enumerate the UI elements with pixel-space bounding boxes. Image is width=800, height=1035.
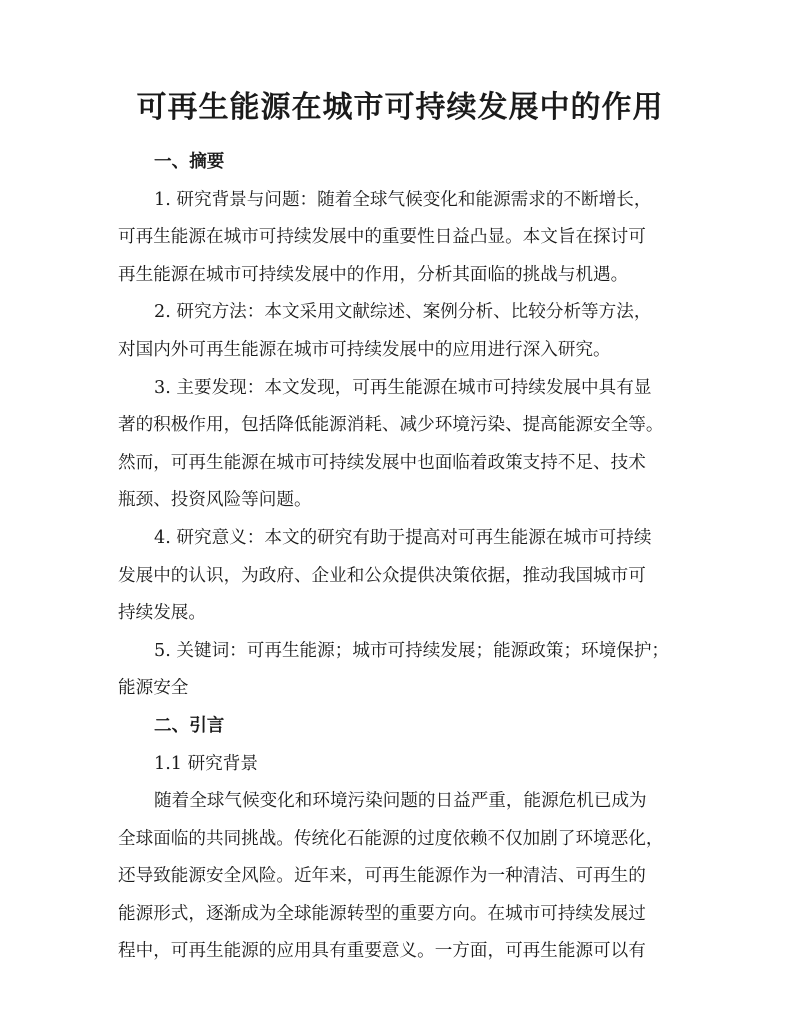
text-line: 还导致能源安全风险。近年来，可再生能源作为一种清洁、可再生的 bbox=[118, 866, 646, 887]
paragraph bbox=[118, 520, 684, 633]
text-line: 3. 主要发现：本文发现，可再生能源在城市可持续发展中具有显 bbox=[154, 377, 652, 398]
paragraph bbox=[118, 783, 684, 971]
paragraph bbox=[118, 182, 684, 295]
paragraph bbox=[118, 633, 684, 708]
document-title: 可再生能源在城市可持续发展中的作用 bbox=[136, 90, 664, 125]
text-line: 瓶颈、投资风险等问题。 bbox=[118, 490, 312, 511]
text-line: 持续发展。 bbox=[118, 603, 206, 624]
text-line: 1. 研究背景与问题：随着全球气候变化和能源需求的不断增长， bbox=[154, 189, 652, 210]
text-line: 再生能源在城市可持续发展中的作用，分析其面临的挑战与机遇。 bbox=[118, 264, 629, 285]
text-line: 然而，可再生能源在城市可持续发展中也面临着政策支持不足、技术 bbox=[118, 452, 646, 473]
text-line: 发展中的认识，为政府、企业和公众提供决策依据，推动我国城市可 bbox=[118, 565, 646, 586]
text-line: 全球面临的共同挑战。传统化石能源的过度依赖不仅加剧了环境恶化， bbox=[118, 828, 664, 849]
section-heading-introduction: 二、引言 bbox=[154, 715, 225, 736]
text-line: 5. 关键词：可再生能源；城市可持续发展；能源政策；环境保护； bbox=[154, 640, 670, 661]
text-line: 能源安全 bbox=[118, 678, 189, 699]
text-line: 能源形式，逐渐成为全球能源转型的重要方向。在城市可持续发展过 bbox=[118, 903, 646, 924]
paragraph bbox=[118, 294, 684, 369]
text-line: 著的积极作用，包括降低能源消耗、减少环境污染、提高能源安全等。 bbox=[118, 415, 664, 436]
text-line: 程中，可再生能源的应用具有重要意义。一方面，可再生能源可以有 bbox=[118, 941, 646, 962]
section-heading-abstract: 一、摘要 bbox=[154, 152, 225, 172]
text-line: 4. 研究意义：本文的研究有助于提高对可再生能源在城市可持续 bbox=[154, 527, 652, 548]
subsection-heading: 1.1 研究背景 bbox=[154, 753, 258, 774]
text-line: 随着全球气候变化和环境污染问题的日益严重，能源危机已成为 bbox=[154, 791, 647, 812]
document-body bbox=[118, 144, 684, 971]
paragraph bbox=[118, 370, 684, 520]
text-line: 2. 研究方法：本文采用文献综述、案例分析、比较分析等方法， bbox=[154, 302, 652, 323]
text-line: 可再生能源在城市可持续发展中的重要性日益凸显。本文旨在探讨可 bbox=[118, 227, 646, 248]
text-line: 对国内外可再生能源在城市可持续发展中的应用进行深入研究。 bbox=[118, 339, 611, 360]
